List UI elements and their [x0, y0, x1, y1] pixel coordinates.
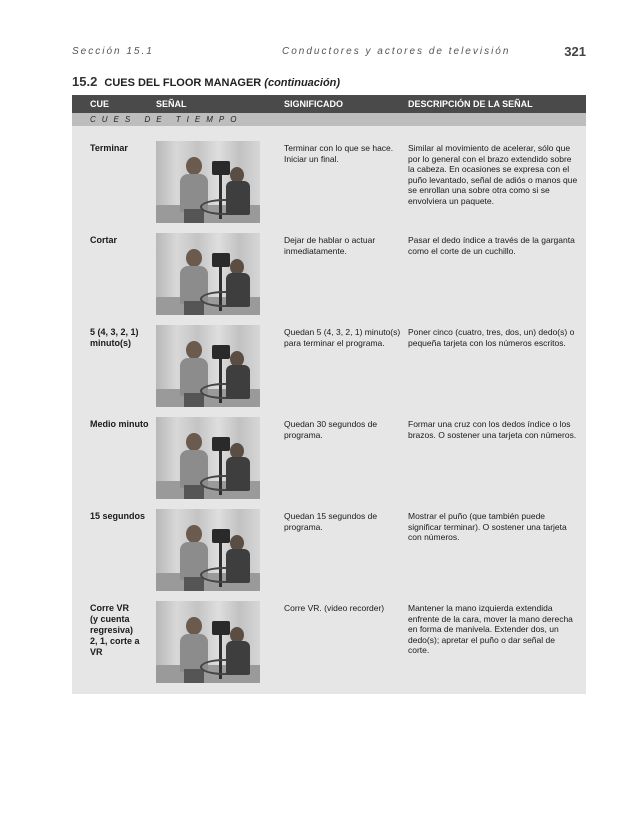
row-description: Poner cinco (cuatro, tres, dos, un) dedo(s) o pequeña tarjeta con los números escritos. [408, 327, 575, 348]
table-row [72, 321, 586, 413]
header-cue: CUE [90, 99, 110, 109]
row-description: Mantener la mano izquierda extendida enfrente de la cara, mover la mano derecha en forma de manivela. Extender dos, un dedo(s); apretar el puño o dar señal de corte. [408, 603, 573, 655]
row-description: Similar al movimiento de acelerar, sólo que por lo general con el brazo extendido sobre la cabeza. En ocasiones se expresa con el puño levantado, señal de adiós o manos que se enrollan una sobre otra como si se envolviera un paquete. [408, 143, 578, 206]
row-cue: Medio minuto [90, 419, 149, 429]
row-cue: Terminar [90, 143, 128, 153]
figure-title-text: CUES DEL FLOOR MANAGER [104, 77, 262, 89]
header-signal: SEÑAL [156, 99, 187, 109]
signal-photo [156, 233, 260, 315]
section-label: Sección 15.1 [72, 46, 154, 57]
running-head [72, 44, 586, 60]
table-row [72, 413, 586, 505]
signal-photo [156, 417, 260, 499]
row-meaning: Terminar con lo que se hace. Iniciar un final. [284, 143, 394, 164]
figure-number: 15.2 [72, 74, 98, 89]
table-row [72, 505, 586, 597]
row-cue: 5 (4, 3, 2, 1) minuto(s) [90, 327, 139, 348]
figure-title [72, 74, 340, 89]
cues-table [72, 95, 586, 694]
row-description: Pasar el dedo índice a través de la garganta como el corte de un cuchillo. [408, 235, 575, 256]
row-meaning: Quedan 5 (4, 3, 2, 1) minuto(s) para terminar el programa. [284, 327, 401, 348]
row-meaning: Dejar de hablar o actuar inmediatamente. [284, 235, 376, 256]
header-description: DESCRIPCIÓN DE LA SEÑAL [408, 99, 533, 109]
chapter-title: Conductores y actores de televisión [282, 46, 511, 57]
table-row [72, 229, 586, 321]
table-header [72, 95, 586, 113]
page-number: 321 [564, 44, 586, 59]
row-description: Formar una cruz con los dedos índice o los brazos. O sostener una tarjeta con números. [408, 419, 577, 440]
row-cue: Corre VR (y cuenta regresiva) 2, 1, corte a VR [90, 603, 140, 657]
table-subheader [72, 113, 586, 126]
subheader-text: CUES DE TIEMPO [90, 115, 243, 124]
table-row [72, 137, 586, 229]
row-meaning: Quedan 15 segundos de programa. [284, 511, 378, 532]
row-meaning: Corre VR. (video recorder) [284, 603, 385, 613]
signal-photo [156, 325, 260, 407]
row-cue: 15 segundos [90, 511, 146, 521]
signal-photo [156, 141, 260, 223]
header-meaning: SIGNIFICADO [284, 99, 344, 109]
signal-photo [156, 509, 260, 591]
table-row [72, 597, 586, 689]
row-meaning: Quedan 30 segundos de programa. [284, 419, 378, 440]
row-cue: Cortar [90, 235, 118, 245]
row-description: Mostrar el puño (que también puede significar terminar). O sostener una tarjeta con números. [408, 511, 567, 542]
figure-continuation: (continuación) [264, 77, 341, 89]
signal-photo [156, 601, 260, 683]
